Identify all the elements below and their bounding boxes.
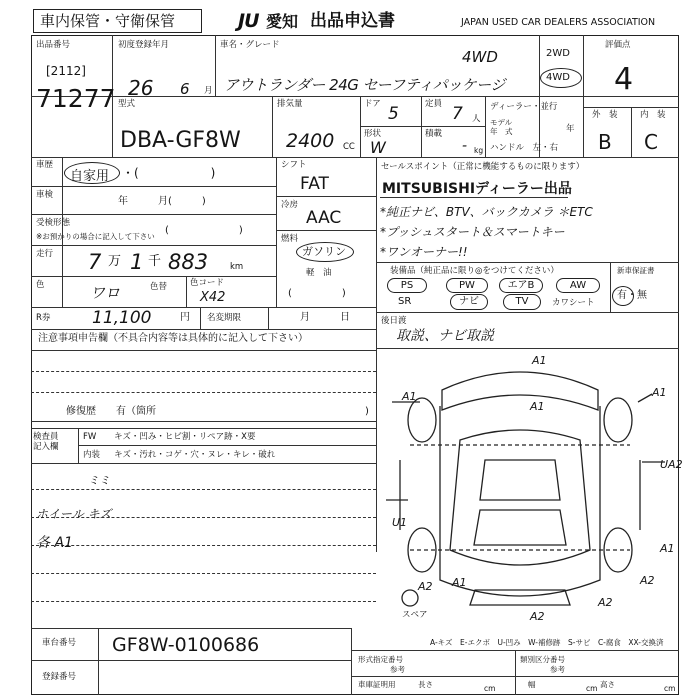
equip-airbag[interactable]: エアB xyxy=(499,278,543,293)
shape-value: W xyxy=(370,138,386,157)
designation-label: 形式指定番号 xyxy=(358,655,403,664)
car-name-label: 車名・グレード xyxy=(220,40,280,50)
fw-label: FW xyxy=(83,432,97,442)
vehicle-cert-label: 車庫証明用 xyxy=(358,680,396,689)
fw-extra: ミミ xyxy=(88,474,110,487)
exterior-label: 外 装 xyxy=(592,110,618,120)
ref-label-2: 参考 xyxy=(550,665,565,674)
notes-label: 注意事項申告欄（不具合内容等は具体的に記入して下さい） xyxy=(38,333,308,344)
form-title: 出品申込書 xyxy=(310,11,395,31)
r-ticket-label: R券 xyxy=(36,313,51,323)
man-unit: 万 xyxy=(108,254,122,269)
inspector-label: 検査員 記入欄 xyxy=(33,432,59,452)
displacement-label: 排気量 xyxy=(277,99,303,109)
fuel-value: ガソリン xyxy=(302,245,346,258)
doors-value: 5 xyxy=(388,104,399,124)
mark-right-side: UA2 xyxy=(660,458,683,471)
width-label: 幅 xyxy=(528,680,536,689)
lot-bracket: [2112] xyxy=(46,64,86,78)
ref-label-1: 参考 xyxy=(390,665,405,674)
color-value: ワロ xyxy=(90,284,121,302)
cm-2: cm xyxy=(586,684,598,693)
inner-items: キズ・汚れ・コゲ・穴・ヌレ・キレ・破れ xyxy=(114,450,276,460)
height-label: 高さ xyxy=(600,680,615,689)
dealer-label: ディーラー・並行 xyxy=(490,102,558,112)
inspection-label: 車検 xyxy=(36,190,54,200)
history-label: 車歴 xyxy=(36,160,54,170)
km-unit: km xyxy=(230,262,244,272)
color-change-label: 色替 xyxy=(150,282,168,292)
model-value: DBA-GF8W xyxy=(120,128,241,153)
mark-front-left: A1 xyxy=(402,390,417,403)
wd4-option[interactable]: 4WD xyxy=(546,72,570,83)
shape-label: 形状 xyxy=(364,129,382,139)
reg-no-label: 登録番号 xyxy=(42,672,77,682)
mark-bumper: A2 xyxy=(530,610,545,623)
receive-paren: ( ) xyxy=(165,225,243,236)
mark-rear-left: A2 xyxy=(418,580,433,593)
sales-point-3: *ワンオーナー!! xyxy=(380,245,468,259)
classification-label: 類別区分番号 xyxy=(520,655,565,664)
later-label: 後日渡 xyxy=(381,316,407,326)
later-items: 取説、ナビ取説 xyxy=(396,328,494,344)
mileage-rest: 883 xyxy=(168,250,209,274)
equip-kawaseat[interactable]: カワシート xyxy=(552,298,595,308)
mark-rear-right: A2 xyxy=(640,574,655,587)
car-name: アウトランダー 24G セーフティパッケージ xyxy=(224,76,505,94)
equip-pw[interactable]: PW xyxy=(446,278,488,293)
sales-point-2: *プッシュスタート＆スマートキー xyxy=(380,225,565,239)
receive-note: ※お預かりの場合に記入して下さい xyxy=(36,232,155,241)
wd2-option[interactable]: 2WD xyxy=(546,48,570,59)
mileage-sen: 1 xyxy=(130,250,144,274)
load-label: 積載 xyxy=(425,129,443,139)
rating-value: 4 xyxy=(614,62,634,97)
load-value: - xyxy=(462,138,468,154)
remark-1: ホイール キズ xyxy=(36,507,112,521)
capacity-value: 7 xyxy=(452,104,463,124)
mark-front-right: A1 xyxy=(652,386,667,399)
r-ticket-unit: 円 xyxy=(180,312,190,323)
repair-paren-close: ) xyxy=(365,406,369,417)
warranty-label: 新車保証書 xyxy=(617,266,655,275)
equip-tv[interactable]: TV xyxy=(503,294,541,310)
mileage-label: 走行 xyxy=(36,249,54,259)
exterior-value: B xyxy=(598,130,612,154)
r-ticket-value: 11,100 xyxy=(92,308,152,328)
equip-aw[interactable]: AW xyxy=(556,278,600,293)
name-change-blank: 月 日 xyxy=(300,312,350,323)
drive-note: 4WD xyxy=(462,48,498,66)
cooling-value: AAC xyxy=(306,208,342,228)
spare-label: スペア xyxy=(402,610,428,620)
first-reg-label: 初度登録年月 xyxy=(118,40,170,50)
cm-3: cm xyxy=(664,684,676,693)
reg-month-suffix: 月 xyxy=(204,86,213,96)
fuel-paren: ( ) xyxy=(288,288,346,299)
cc-unit: CC xyxy=(343,142,355,152)
history-rest: ・( ) xyxy=(122,166,216,180)
sen-unit: 千 xyxy=(148,254,162,269)
model-year-label: モデル 年 式 xyxy=(490,118,513,136)
warranty-options: 有・無 xyxy=(617,290,647,301)
mileage-man: 7 xyxy=(88,250,102,274)
org-name: 愛知 xyxy=(266,12,299,31)
mark-right-rear: A1 xyxy=(660,542,675,555)
model-label: 型式 xyxy=(118,99,136,109)
inspection-blank: 年 月( ) xyxy=(118,196,206,207)
equipment-label: 装備品（純正品に限り◎をつけてください） xyxy=(390,266,559,276)
history-value: 自家用 xyxy=(70,169,110,184)
chassis-label: 車台番号 xyxy=(42,638,77,648)
receive-label: 受検形態 xyxy=(36,218,71,228)
length-label: 長さ xyxy=(418,680,433,689)
rating-label: 評価点 xyxy=(605,40,631,50)
light-oil-label: 軽 油 xyxy=(306,268,332,278)
displacement-value: 2400 xyxy=(286,130,335,152)
interior-label: 内 装 xyxy=(640,110,666,120)
year-suffix: 年 xyxy=(566,124,575,134)
ju-logo: JU xyxy=(238,10,259,32)
mark-front: A1 xyxy=(532,354,547,367)
sales-points-label: セールスポイント（正常に機能するものに限ります） xyxy=(381,162,585,172)
persons-unit: 人 xyxy=(472,114,481,124)
damage-legend: A-キズ E-エクボ U-凹み W-補修跡 S-サビ C-腐食 XX-交換済 xyxy=(430,638,664,647)
interior-value: C xyxy=(644,130,658,154)
name-change-label: 名変期限 xyxy=(207,313,242,323)
repair-label: 修復歴 有（箇所 xyxy=(66,406,156,417)
equip-sr[interactable]: SR xyxy=(398,296,412,307)
association-name: JAPAN USED CAR DEALERS ASSOCIATION xyxy=(461,17,656,28)
equip-ps[interactable]: PS xyxy=(387,278,427,293)
fw-items: キズ・凹み・ヒビ割・リペア跡・X要 xyxy=(114,432,256,442)
color-code-label: 色コード xyxy=(190,278,225,288)
capacity-label: 定員 xyxy=(425,99,443,109)
mark-rear-center: A1 xyxy=(452,576,467,589)
inner-label: 内装 xyxy=(83,450,101,460)
cooling-label: 冷房 xyxy=(281,200,299,210)
lot-number: 71277 xyxy=(36,84,116,113)
mark-hood: A1 xyxy=(530,400,545,413)
remark-2: 各 A1 xyxy=(36,535,73,551)
reg-month: 6 xyxy=(180,80,190,98)
color-label: 色 xyxy=(36,280,45,290)
sales-point-1: *純正ナビ、BTV、バックカメラ ＊ETC xyxy=(380,205,593,219)
handle-label: ハンドル 左・右 xyxy=(490,143,559,153)
lot-no-label: 出品番号 xyxy=(36,40,71,50)
mark-rear-right-low: A2 xyxy=(598,596,613,609)
reg-year: 26 xyxy=(128,76,154,100)
shift-label: シフト xyxy=(281,160,307,170)
storage-label: 車内保管・守衛保管 xyxy=(40,12,176,30)
doors-label: ドア xyxy=(364,99,381,109)
shift-value: FAT xyxy=(300,174,329,194)
mark-left-side: U1 xyxy=(392,516,408,529)
kg-unit: kg xyxy=(474,146,484,155)
cm-1: cm xyxy=(484,684,496,693)
sales-header: MITSUBISHIディーラー出品 xyxy=(382,181,572,197)
fuel-label: 燃料 xyxy=(281,234,299,244)
chassis-value: GF8W-0100686 xyxy=(112,634,260,656)
color-code-value: X42 xyxy=(200,290,226,305)
equip-navi[interactable]: ナビ xyxy=(450,294,488,310)
